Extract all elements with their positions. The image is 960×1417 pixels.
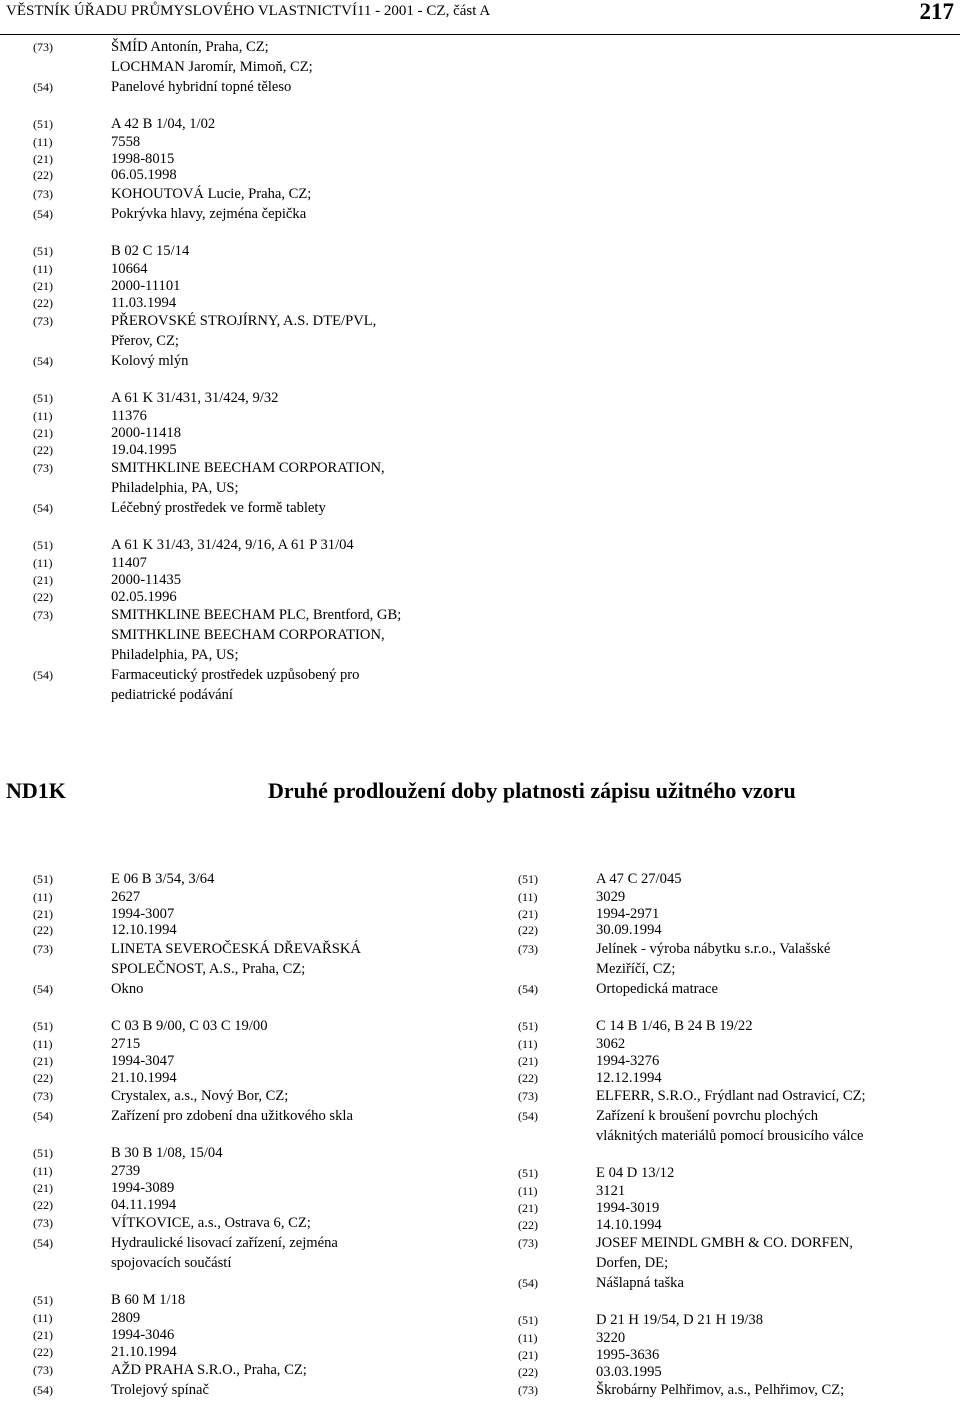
field-value: ŠMÍD Antonín, Praha, CZ; bbox=[111, 39, 269, 55]
record-line bbox=[518, 922, 958, 939]
field-value: Okno bbox=[111, 981, 144, 998]
record-line bbox=[518, 869, 958, 889]
record-line bbox=[518, 1310, 958, 1330]
record-line bbox=[518, 1086, 958, 1106]
field-value: 1994-3019 bbox=[596, 1199, 660, 1216]
inid-code: (11) bbox=[518, 1331, 538, 1346]
inid-code: (11) bbox=[518, 1184, 538, 1199]
inid-code: (54) bbox=[518, 982, 538, 997]
patent-record bbox=[33, 1143, 473, 1273]
record-line bbox=[518, 1200, 958, 1217]
record-line bbox=[33, 1327, 473, 1344]
inid-code: (73) bbox=[33, 1089, 53, 1104]
field-value: 06.05.1998 bbox=[111, 167, 177, 184]
record-line bbox=[33, 555, 733, 572]
field-value: PŘEROVSKÉ STROJÍRNY, A.S. DTE/PVL, bbox=[111, 313, 377, 330]
inid-code: (73) bbox=[33, 942, 53, 957]
record-line bbox=[33, 241, 733, 261]
inid-code: (11) bbox=[33, 262, 53, 277]
field-value: 2000-11435 bbox=[111, 572, 181, 589]
field-value: B 02 C 15/14 bbox=[111, 243, 190, 260]
field-value: 1994-3089 bbox=[111, 1179, 175, 1196]
inid-code: (73) bbox=[33, 1216, 53, 1231]
record-line bbox=[33, 1070, 473, 1087]
inid-code: (54) bbox=[33, 501, 53, 516]
field-value: Škrobárny Pelhřimov, a.s., Pelhřimov, CZ; bbox=[596, 1382, 845, 1399]
field-value: 1994-3007 bbox=[111, 905, 175, 922]
record-line bbox=[33, 572, 733, 589]
patent-record bbox=[33, 535, 733, 705]
field-value: Farmaceutický prostředek uzpůsobený pro bbox=[111, 667, 360, 684]
patent-record bbox=[518, 1310, 958, 1400]
field-value: LINETA SEVEROČESKÁ DŘEVAŘSKÁ bbox=[111, 941, 361, 958]
field-value: 11407 bbox=[111, 555, 147, 572]
inid-code: (54) bbox=[33, 80, 53, 94]
field-value: 14.10.1994 bbox=[596, 1216, 662, 1233]
inid-code: (54) bbox=[33, 1109, 53, 1124]
inid-code: (22) bbox=[33, 295, 53, 310]
inid-code: (73) bbox=[33, 40, 53, 54]
inid-code: (21) bbox=[33, 425, 53, 440]
field-value: 2000-11101 bbox=[111, 277, 181, 294]
record-line bbox=[518, 1106, 958, 1126]
inid-code: (51) bbox=[33, 1019, 53, 1034]
record-line bbox=[33, 1163, 473, 1180]
field-value: VÍTKOVICE, a.s., Ostrava 6, CZ; bbox=[111, 1215, 311, 1232]
field-value: A 42 B 1/04, 1/02 bbox=[111, 116, 216, 132]
field-value: 2739 bbox=[111, 1163, 141, 1180]
inid-code: (54) bbox=[33, 207, 53, 222]
record-line bbox=[33, 535, 733, 555]
inid-code: (11) bbox=[33, 135, 53, 149]
record-line bbox=[33, 37, 733, 57]
field-value: C 14 B 1/46, B 24 B 19/22 bbox=[596, 1018, 753, 1035]
field-value: C 03 B 9/00, C 03 C 19/00 bbox=[111, 1018, 268, 1035]
field-value: Pokrývka hlavy, zejména čepička bbox=[111, 206, 307, 223]
inid-code: (73) bbox=[33, 314, 53, 329]
field-value: 1994-3046 bbox=[111, 1327, 175, 1344]
record-line bbox=[33, 442, 733, 459]
field-value: 7558 bbox=[111, 134, 141, 150]
top-column bbox=[33, 37, 733, 722]
field-value: 3121 bbox=[596, 1183, 626, 1200]
field-value: 10664 bbox=[111, 261, 148, 278]
inid-code: (51) bbox=[518, 1166, 538, 1181]
field-continuation: Philadelphia, PA, US; bbox=[111, 647, 239, 664]
record-line bbox=[518, 1233, 958, 1253]
record-line bbox=[33, 278, 733, 295]
field-value: 2627 bbox=[111, 889, 141, 905]
record-line bbox=[33, 869, 473, 889]
inid-code: (21) bbox=[33, 1180, 53, 1195]
field-value: B 30 B 1/08, 15/04 bbox=[111, 1145, 223, 1162]
record-line bbox=[33, 979, 473, 999]
record-line bbox=[518, 1380, 958, 1400]
record-line bbox=[33, 1086, 473, 1106]
inid-code: (51) bbox=[33, 872, 53, 886]
field-value: 21.10.1994 bbox=[111, 1069, 177, 1086]
inid-code: (51) bbox=[33, 1146, 53, 1161]
field-value: 1998-8015 bbox=[111, 150, 175, 167]
record-line bbox=[33, 1310, 473, 1327]
record-line bbox=[33, 1143, 473, 1163]
record-line bbox=[33, 167, 733, 184]
inid-code: (51) bbox=[33, 538, 53, 553]
inid-code: (22) bbox=[33, 442, 53, 457]
patent-record bbox=[518, 869, 958, 999]
record-line bbox=[33, 134, 733, 151]
inid-code: (51) bbox=[33, 244, 53, 259]
inid-code: (51) bbox=[518, 1019, 538, 1034]
field-value: 12.10.1994 bbox=[111, 922, 177, 939]
inid-code: (73) bbox=[33, 1363, 53, 1378]
field-value: JOSEF MEINDL GMBH & CO. DORFEN, bbox=[596, 1235, 853, 1252]
record-line bbox=[518, 1070, 958, 1087]
record-line bbox=[33, 1016, 473, 1036]
field-value: 3029 bbox=[596, 889, 626, 905]
field-value: 1994-2971 bbox=[596, 905, 660, 922]
field-value: Jelínek - výroba nábytku s.r.o., Valašské bbox=[596, 941, 831, 958]
field-value: ELFERR, S.R.O., Frýdlant nad Ostravicí, CZ; bbox=[596, 1088, 866, 1105]
record-line bbox=[33, 1036, 473, 1053]
field-value: 21.10.1994 bbox=[111, 1343, 177, 1360]
field-value: E 04 D 13/12 bbox=[596, 1165, 675, 1182]
page-header bbox=[0, 0, 960, 35]
patent-record bbox=[33, 241, 733, 371]
record-line bbox=[33, 605, 733, 625]
record-line bbox=[518, 979, 958, 999]
inid-code: (54) bbox=[33, 1236, 53, 1251]
field-value: 19.04.1995 bbox=[111, 441, 177, 458]
record-line bbox=[33, 295, 733, 312]
section-heading bbox=[0, 778, 960, 808]
record-line bbox=[33, 1213, 473, 1233]
record-line bbox=[33, 1344, 473, 1361]
field-value: 1994-3276 bbox=[596, 1052, 660, 1069]
record-line bbox=[33, 1197, 473, 1214]
inid-code: (54) bbox=[33, 354, 53, 369]
record-line bbox=[33, 458, 733, 478]
field-value: Nášlapná taška bbox=[596, 1275, 684, 1292]
field-value: SMITHKLINE BEECHAM PLC, Brentford, GB; bbox=[111, 607, 402, 624]
inid-code: (73) bbox=[518, 942, 538, 957]
record-line bbox=[33, 1106, 473, 1126]
field-value: D 21 H 19/54, D 21 H 19/38 bbox=[596, 1312, 764, 1329]
inid-code: (21) bbox=[518, 1053, 538, 1068]
inid-code: (21) bbox=[33, 1328, 53, 1343]
inid-code: (11) bbox=[33, 409, 53, 424]
inid-code: (11) bbox=[33, 1311, 53, 1326]
inid-code: (73) bbox=[33, 608, 53, 623]
record-line bbox=[33, 388, 733, 408]
field-value: 2715 bbox=[111, 1036, 141, 1053]
inid-code: (22) bbox=[33, 1070, 53, 1085]
record-line bbox=[33, 665, 733, 685]
record-line bbox=[518, 1364, 958, 1381]
record-line bbox=[33, 1290, 473, 1310]
record-line bbox=[33, 589, 733, 606]
record-line bbox=[33, 425, 733, 442]
record-line bbox=[33, 311, 733, 331]
field-value: AŽD PRAHA S.R.O., Praha, CZ; bbox=[111, 1362, 307, 1379]
field-value: KOHOUTOVÁ Lucie, Praha, CZ; bbox=[111, 186, 312, 203]
field-value: Kolový mlýn bbox=[111, 353, 189, 370]
field-value: 11.03.1994 bbox=[111, 294, 177, 311]
record-line bbox=[518, 1273, 958, 1293]
record-line bbox=[33, 351, 733, 371]
record-line bbox=[518, 939, 958, 959]
inid-code: (22) bbox=[33, 168, 53, 183]
inid-code: (22) bbox=[33, 1344, 53, 1359]
record-line bbox=[518, 1053, 958, 1070]
field-value: 3220 bbox=[596, 1330, 626, 1347]
inid-code: (51) bbox=[33, 117, 53, 131]
field-value: 1995-3636 bbox=[596, 1347, 660, 1364]
patent-record bbox=[33, 1290, 473, 1400]
inid-code: (21) bbox=[33, 906, 53, 921]
inid-code: (54) bbox=[33, 1383, 53, 1398]
inid-code: (22) bbox=[518, 923, 538, 938]
record-line bbox=[33, 408, 733, 425]
inid-code: (22) bbox=[518, 1217, 538, 1232]
inid-code: (54) bbox=[33, 982, 53, 997]
record-line bbox=[518, 1217, 958, 1234]
field-continuation: vláknitých materiálů pomocí brousicího válce bbox=[596, 1128, 864, 1145]
inid-code: (22) bbox=[518, 1364, 538, 1379]
field-value: 03.03.1995 bbox=[596, 1363, 662, 1380]
field-value: 02.05.1996 bbox=[111, 588, 177, 605]
record-line bbox=[33, 1380, 473, 1400]
journal-title: VĚSTNÍK ÚŘADU PRŮMYSLOVÉHO VLASTNICTVÍ11 - 2001 - CZ, část A bbox=[6, 3, 491, 19]
inid-code: (73) bbox=[33, 187, 53, 202]
record-line bbox=[518, 1016, 958, 1036]
inid-code: (54) bbox=[518, 1109, 538, 1124]
patent-record bbox=[33, 114, 733, 224]
record-line bbox=[33, 261, 733, 278]
inid-code: (22) bbox=[33, 1197, 53, 1212]
field-continuation: spojovacích součástí bbox=[111, 1255, 232, 1272]
record-line bbox=[33, 889, 473, 906]
record-line bbox=[518, 1347, 958, 1364]
inid-code: (73) bbox=[518, 1089, 538, 1104]
inid-code: (11) bbox=[33, 890, 53, 904]
field-value: 2000-11418 bbox=[111, 424, 181, 441]
inid-code: (21) bbox=[518, 1348, 538, 1363]
record-line bbox=[33, 922, 473, 939]
patent-record bbox=[518, 1163, 958, 1293]
record-line bbox=[33, 77, 733, 97]
inid-code: (21) bbox=[33, 278, 53, 293]
inid-code: (54) bbox=[518, 1276, 538, 1291]
field-value: Panelové hybridní topné těleso bbox=[111, 79, 292, 95]
inid-code: (73) bbox=[518, 1236, 538, 1251]
field-continuation: pediatrické podávání bbox=[111, 687, 233, 704]
field-value: 30.09.1994 bbox=[596, 922, 662, 939]
section-code: ND1K bbox=[6, 778, 66, 803]
patent-record bbox=[33, 1016, 473, 1126]
inid-code: (11) bbox=[33, 556, 53, 571]
record-line bbox=[518, 889, 958, 906]
record-line bbox=[518, 1163, 958, 1183]
field-value: 11376 bbox=[111, 408, 147, 425]
record-line bbox=[518, 1036, 958, 1053]
record-line bbox=[518, 1183, 958, 1200]
record-line bbox=[33, 498, 733, 518]
field-value: Crystalex, a.s., Nový Bor, CZ; bbox=[111, 1088, 289, 1105]
record-line bbox=[518, 906, 958, 923]
field-value: Trolejový spínač bbox=[111, 1382, 209, 1399]
field-continuation: Meziříčí, CZ; bbox=[596, 961, 676, 978]
right-column bbox=[518, 869, 958, 1417]
left-column bbox=[33, 869, 473, 1417]
field-value: A 61 K 31/43, 31/424, 9/16, A 61 P 31/04 bbox=[111, 537, 354, 554]
field-value: 3062 bbox=[596, 1036, 626, 1053]
inid-code: (11) bbox=[33, 1164, 53, 1179]
field-value: E 06 B 3/54, 3/64 bbox=[111, 871, 215, 887]
record-line bbox=[33, 1233, 473, 1253]
inid-code: (73) bbox=[518, 1383, 538, 1398]
field-value: 1994-3047 bbox=[111, 1052, 175, 1069]
field-value: Zařízení k broušení povrchu plochých bbox=[596, 1108, 819, 1125]
record-line bbox=[33, 184, 733, 204]
record-line bbox=[33, 204, 733, 224]
field-continuation: Dorfen, DE; bbox=[596, 1255, 669, 1272]
record-line bbox=[33, 1360, 473, 1380]
inid-code: (21) bbox=[518, 906, 538, 921]
field-value: 2809 bbox=[111, 1310, 141, 1327]
inid-code: (21) bbox=[33, 573, 53, 588]
patent-record bbox=[33, 388, 733, 518]
inid-code: (21) bbox=[33, 1053, 53, 1068]
inid-code: (22) bbox=[33, 923, 53, 938]
field-value: Ortopedická matrace bbox=[596, 981, 718, 998]
field-continuation: SPOLEČNOST, A.S., Praha, CZ; bbox=[111, 961, 306, 978]
field-value: B 60 M 1/18 bbox=[111, 1292, 186, 1309]
field-continuation: Philadelphia, PA, US; bbox=[111, 480, 239, 497]
record-line bbox=[33, 1053, 473, 1070]
field-value: Hydraulické lisovací zařízení, zejména bbox=[111, 1235, 338, 1252]
inid-code: (11) bbox=[518, 890, 538, 904]
record-line bbox=[33, 939, 473, 959]
record-line bbox=[33, 151, 733, 168]
field-continuation: LOCHMAN Jaromír, Mimoň, CZ; bbox=[111, 59, 313, 75]
inid-code: (11) bbox=[33, 1037, 53, 1052]
inid-code: (54) bbox=[33, 668, 53, 683]
inid-code: (22) bbox=[33, 589, 53, 604]
patent-record bbox=[518, 1016, 958, 1146]
inid-code: (22) bbox=[518, 1070, 538, 1085]
inid-code: (73) bbox=[33, 461, 53, 476]
inid-code: (51) bbox=[518, 872, 538, 886]
patent-record bbox=[33, 37, 733, 97]
record-line bbox=[518, 1330, 958, 1347]
inid-code: (51) bbox=[33, 1293, 53, 1308]
field-value: A 61 K 31/431, 31/424, 9/32 bbox=[111, 390, 279, 407]
section-title: Druhé prodloužení doby platnosti zápisu užitného vzoru bbox=[268, 778, 796, 803]
inid-code: (21) bbox=[33, 151, 53, 166]
field-continuation: Přerov, CZ; bbox=[111, 333, 179, 350]
inid-code: (51) bbox=[518, 1313, 538, 1328]
record-line bbox=[33, 114, 733, 134]
field-value: SMITHKLINE BEECHAM CORPORATION, bbox=[111, 460, 385, 477]
field-value: 12.12.1994 bbox=[596, 1069, 662, 1086]
field-value: Léčebný prostředek ve formě tablety bbox=[111, 500, 326, 517]
patent-record bbox=[33, 869, 473, 999]
inid-code: (11) bbox=[518, 1037, 538, 1052]
field-value: Zařízení pro zdobení dna užitkového skla bbox=[111, 1108, 353, 1125]
inid-code: (21) bbox=[518, 1200, 538, 1215]
record-line bbox=[33, 1180, 473, 1197]
field-value: 04.11.1994 bbox=[111, 1196, 177, 1213]
field-value: A 47 C 27/045 bbox=[596, 871, 682, 887]
inid-code: (51) bbox=[33, 391, 53, 406]
record-line bbox=[33, 906, 473, 923]
page-number: 217 bbox=[919, 0, 954, 24]
field-continuation: SMITHKLINE BEECHAM CORPORATION, bbox=[111, 627, 385, 644]
